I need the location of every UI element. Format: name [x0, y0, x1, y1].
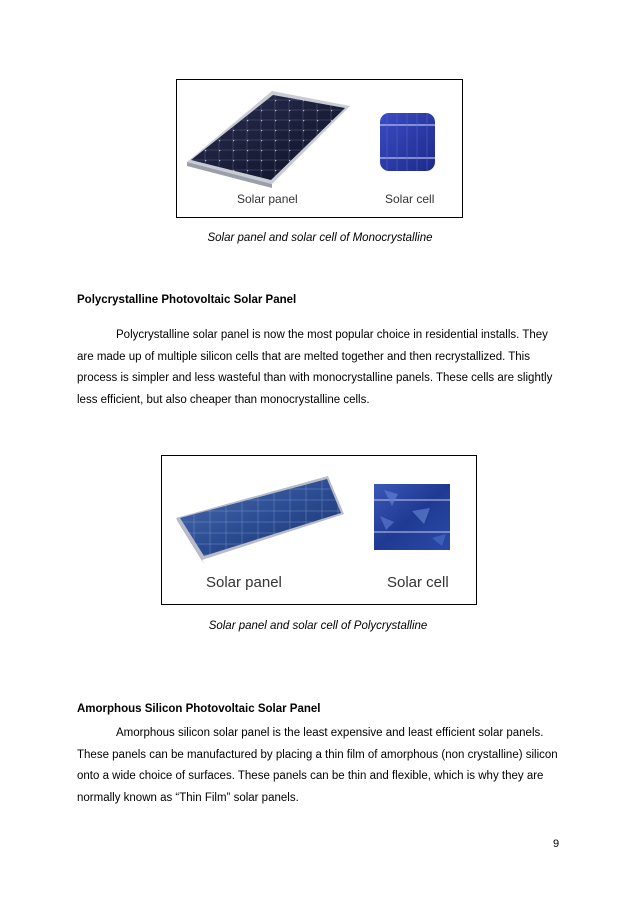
- solar-cell-label: Solar cell: [385, 192, 435, 206]
- paragraph-polycrystalline: Polycrystalline solar panel is now the most popular choice in residential installs. They are made up of multiple silicon cells that are melted together and then recrystallized. This process is simpler and less wasteful than with monocrystalline panels. These cells are slightly less efficient, but also cheaper than monocrystalline cells.: [77, 329, 553, 407]
- solar-panel-label: Solar panel: [206, 574, 282, 591]
- paragraph-amorphous: Amorphous silicon solar panel is the least expensive and least efficient solar panels. These panels can be manufactured by placing a thin film of amorphous (non crystalline) silicon onto a wide choice of surfaces. These panels can be thin and flexible, which is why they are normally known as “Thin Film” solar panels.: [77, 727, 558, 805]
- section-heading-amorphous: Amorphous Silicon Photovoltaic Solar Panel: [77, 703, 321, 715]
- section-heading-polycrystalline: Polycrystalline Photovoltaic Solar Panel: [77, 294, 297, 306]
- solar-panel-label: Solar panel: [237, 192, 298, 206]
- figure-caption-polycrystalline: Solar panel and solar cell of Polycrystalline: [208, 620, 428, 632]
- solar-cell-label: Solar cell: [387, 574, 449, 591]
- figure-caption-monocrystalline: Solar panel and solar cell of Monocrystalline: [207, 232, 433, 244]
- monocrystalline-figure: [176, 79, 463, 218]
- page-number: 9: [553, 838, 560, 850]
- polycrystalline-figure: [161, 455, 477, 605]
